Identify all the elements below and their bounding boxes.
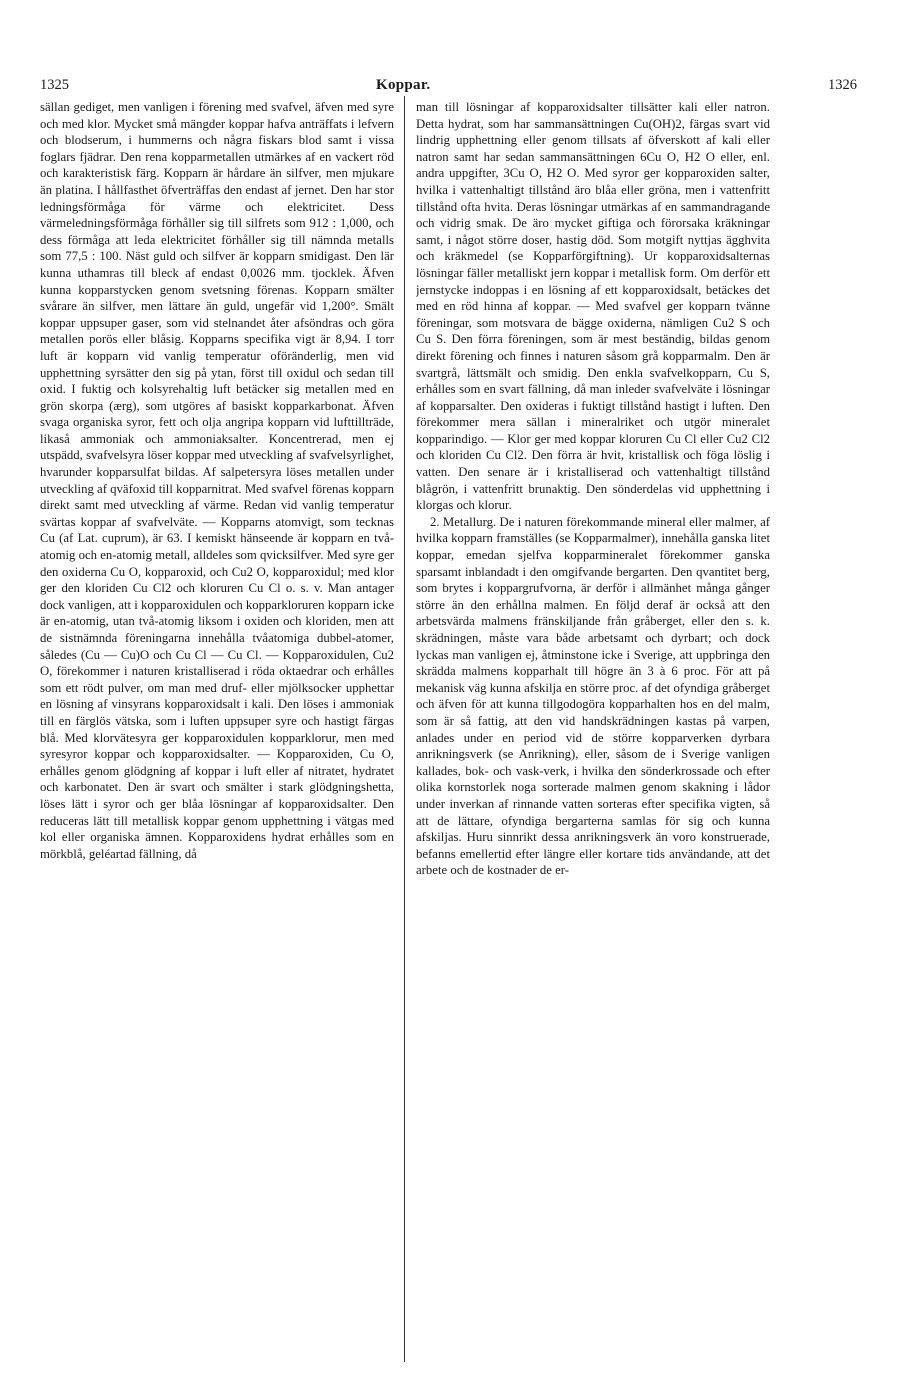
column-divider xyxy=(404,96,405,1362)
paragraph: 2. Metallurg. De i naturen förekommande mineral eller malmer, af hvilka kopparn framställes (se Kopparmalmer), innehålla ganska litet koppar, emedan sjelfva kopparmineralet förekommer ganska sparsamt inblandadt i den omgifvande bergarten. Den qvantitet berg, som brytes i koppargrufvorna, är derför i allmänhet många gånger större än den erhållna malmen. En följd deraf är också att den arbetsvärda malmens fränskiljande från gråberget, eller den s. k. skrädningen, måste vara både arbetsamt och dyrbart; och dock lyckas man vanligen ej, åtminstone icke i Sverige, att uppbringa den skrädda malmens kopparhalt till högre än 3 à 6 proc. För att på mekanisk väg kunna afskilja en större proc. af det ofyndiga gråberget och äfven för att kunna tillgodogöra kopparhalten hos en del malm, som är så fattig, att den vid handskrädningen kastas på varpen, anlades under en period vid de större kopparverken dyrbara anrikningsverk (se Anrikning), eller, såsom de i Sverige vanligen kallades, bok- och vask-verk, i hvilka den sönderkrossade och efter olika kornstorlek noga sorterade malmen genom skakning i lådor under inverkan af rinnande vatten sorteras efter specifika vigten, så att de lättare, ofyndiga bergarterna samlas för sig och kunna afskiljas. Huru sinnrikt dessa anrikningsverk än voro konstruerade, befanns emellertid efter längre eller kortare tids användande, att det arbete och de kostnader de er- xyxy=(416,514,770,878)
page-number-right: 1326 xyxy=(828,77,857,93)
paragraph: man till lösningar af kopparoxidsalter tillsätter kali eller natron. Detta hydrat, som har sammansättningen Cu(OH)2, färgas svart vid lindrig upphettning eller genom tillsats af öfverskott af kali eller natron samt har sedan sammansättningen 6Cu O, H2 O eller, enl. andra uppgifter, 3Cu O, H2 O. Med syror ger kopparoxiden salter, hvilka i vattenhaltigt tillstånd äro blåa eller gröna, men i vattenfritt tillstånd ofta hvita. Deras lösningar utmärkas af en sammandragande och vidrig smak. De äro mycket giftiga och förorsaka kräkningar samt, i något större doser, hastig död. Som motgift nyttjas ägghvita och kräkmedel (se Kopparförgiftning). Ur kopparoxidsalternas lösningar fäller metalliskt jern koppar i metallisk form. Om derför ett jernstycke indoppas i en lösning af ett kopparoxidsalt, betäckes det med en röd hinna af koppar. — Med svafvel ger kopparn tvänne föreningar, som motsvara de bägge oxiderna, nämligen Cu2 S och Cu S. Den förra föreningen, som är mest beständig, bildas genom direkt förening och finnes i naturen såsom grå kopparmalm. Den är svartgrå, lättsmält och smidig. Den enkla svafvelkopparn, Cu S, erhålles som en svart fällning, då man inleder svafvelväte i lösningar af kopparsalter. Den oxideras i fuktigt tillstånd hastigt i luften. Den förekommer mera sällan i mineralriket och utgör mineralet kopparindigo. — Klor ger med koppar kloruren Cu Cl eller Cu2 Cl2 och kloriden Cu Cl2. Den förra är hvit, kristallisk och föga löslig i vatten. Den senare är i kristalliserad och vattenhaltigt tillstånd blågrön, i vattenfritt brunaktig. Den sönderdelas vid upphettning i klorgas och klorur. xyxy=(416,100,770,513)
running-title: Koppar. xyxy=(376,77,431,93)
right-text-column xyxy=(416,99,770,1361)
page-number-left: 1325 xyxy=(40,77,69,93)
left-text-column xyxy=(40,99,394,1361)
paragraph: sällan gediget, men vanligen i förening med svafvel, äfven med syre och med klor. Mycket små mängder koppar hafva anträffats i lefvern och blodserum, i hummerns och några fiskars blod samt i vissa foglars fjädrar. Den rena kopparmetallen utmärkes af en vackert röd och karakteristisk färg. Kopparn är hårdare än silfver, men mjukare än platina. I hållfasthet öfverträffas den endast af jernet. Den har stor ledningsförmåga för värme och elektricitet. Dess värmeledningsförmåga förhåller sig till silfrets som 912 : 1,000, och dess förmåga att leda elektricitet förhåller sig till nämnda metalls som 77,5 : 100. Näst guld och silfver är kopparn smidigast. Den lär kunna uthamras till bleck af endast 0,0026 mm. tjocklek. Äfven kunna kopparstycken genom svetsning förenas. Kopparn smälter svårare än silfver, men lättare än guld, ungefär vid 1,200°. Smält koppar uppsuper gaser, som vid stelnandet åter afsöndras och göra metallen porös eller blåsig. Kopparns specifika vigt är 8,94. I torr luft är kopparn vid vanlig temperatur oföränderlig, men vid upphettning syrsätter den sig på ytan, först till oxidul och sedan till oxid. I fuktig och kolsyrehaltig luft betäcker sig metallen med en grön skorpa (ærg), som utgöres af basiskt kopparkarbonat. Äfven svaga organiska syror, fett och olja angripa kopparn vid lufttillträde, likaså ammoniak och ammoniaksalter. Koncentrerad, men ej utspädd, svafvelsyra löser koppar med utveckling af svafvelsyrlighet, hvarunder kopparsulfat bildas. Af salpetersyra löses metallen under utveckling af qväfoxid till kopparnitrat. Med svafvel förenas kopparn direkt samt med utveckling af värme. Redan vid vanlig temperatur svärtas koppar af svafvelväte. — Kopparns atomvigt, som tecknas Cu (af Lat. cuprum), är 63. I kemiskt hänseende är kopparn en två-atomig och en-atomig metall, alldeles som qvicksilfver. Med syre ger den oxiderna Cu O, kopparoxid, och Cu2 O, kopparoxidul; med klor ger den kloriden Cu Cl2 och kloruren Cu Cl o. s. v. Man antager dock vanligen, att i kopparoxidulen och kopparkloruren kopparn icke är en-atomig, utan två-atomig liksom i oxiden och kloriden, men att de sistnämnda föreningarna innehålla tvåatomiga dubbel-atomer, således (Cu — Cu)O och Cu Cl — Cu Cl. — Kopparoxidulen, Cu2 O, förekommer i naturen kristalliserad i röda oktaedrar och erhålles som ett rödt pulver, om man med druf- eller mjölksocker upphettar en lösning af vinsyrans kopparoxidsalt i kali. Den löses i ammoniak till en färglös vätska, som i luften uppsuper syre och hastigt färgas blå. Med klorvätesyra ger kopparoxidulen kopparklorur, men med syresyror koppar och kopparoxidsalter. — Kopparoxiden, Cu O, erhålles genom glödgning af koppar i luft eller af nitratet, hydratet och karbonatet. Den är svart och smälter i stark glödgningshetta, löses lätt i syror och ger blåa lösningar af kopparoxidsalter. Den reduceras lätt till metallisk koppar genom upphettning i vätgas med kol eller organiska ämnen. Kopparoxidens hydrat erhålles som en mörkblå, geléartad fällning, då xyxy=(40,100,394,861)
